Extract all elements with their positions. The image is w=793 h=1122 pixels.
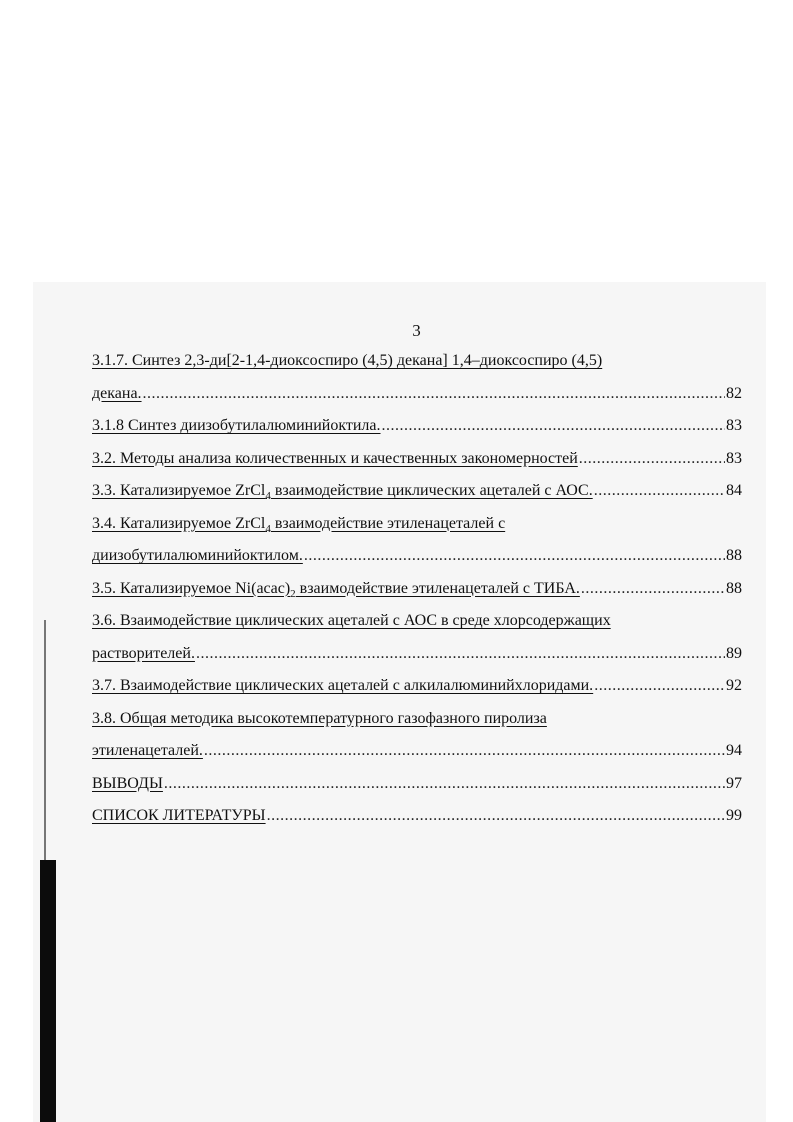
toc-leader-dots — [594, 670, 725, 703]
toc-entry-3-1-8[interactable] — [92, 410, 742, 443]
toc-page-number: 84 — [726, 482, 742, 499]
toc-entry-text: диизобутилалюминийоктилом. — [92, 547, 303, 564]
toc-entry-3-7[interactable] — [92, 670, 742, 703]
table-of-contents — [92, 345, 742, 833]
toc-leader-dots — [304, 540, 725, 573]
toc-entry-3-6[interactable] — [92, 605, 742, 638]
toc-leader-dots — [164, 768, 725, 801]
toc-entry-3-4-cont[interactable] — [92, 540, 742, 573]
toc-page-number: 94 — [726, 742, 742, 759]
toc-entry-3-6-cont[interactable] — [92, 638, 742, 671]
toc-page-number: 83 — [726, 449, 742, 467]
toc-entry-text: растворителей. — [92, 644, 195, 662]
toc-entry-text: 3.5. Катализируемое $Ni(acac)_2$ взаимодействие этиленацеталей с ТИБА. — [92, 579, 580, 600]
toc-entry-3-2[interactable] — [92, 443, 742, 476]
toc-leader-dots — [204, 735, 725, 768]
toc-entry-references[interactable] — [92, 800, 742, 833]
toc-leader-dots — [267, 800, 725, 833]
toc-entry-text: 3.8. Общая методика высокотемпературного газофазного пиролиза — [92, 709, 547, 727]
toc-page-number: 82 — [726, 384, 742, 402]
toc-page-number: 89 — [726, 644, 742, 662]
toc-leader-dots — [594, 475, 725, 508]
scan-edge-shadow — [40, 860, 56, 1122]
toc-entry-text: 3.7. Взаимодействие циклических ацеталей с алкилалюминийхлоридами. — [92, 677, 594, 694]
toc-leader-dots — [579, 443, 725, 476]
toc-entry-3-8-cont[interactable] — [92, 735, 742, 768]
toc-entry-text: ВЫВОДЫ — [92, 774, 163, 792]
toc-page-number: 83 — [726, 417, 742, 434]
toc-entry-conclusions[interactable] — [92, 768, 742, 801]
toc-leader-dots — [581, 573, 725, 606]
toc-entry-3-5[interactable] — [92, 573, 742, 606]
toc-page-number: 88 — [726, 547, 742, 564]
toc-leader-dots — [382, 410, 725, 443]
toc-page-number: 88 — [726, 579, 742, 597]
toc-entry-3-4[interactable] — [92, 508, 742, 541]
toc-entry-text: 3.1.8 Синтез диизобутилалюминийоктила. — [92, 417, 381, 434]
toc-entry-text: 3.1.7. Синтез 2,3-ди[2-1,4-диоксоспиро (4,5) декана] 1,4–диоксоспиро (4,5) — [92, 352, 603, 369]
toc-page-number: 97 — [726, 774, 742, 792]
toc-entry-text: 3.4. Катализируемое ZrCl$_4$ взаимодействие этиленацеталей с — [92, 514, 506, 535]
toc-leader-dots — [196, 638, 725, 671]
toc-page-number: 92 — [726, 677, 742, 694]
toc-entry-text: декана. — [92, 384, 142, 402]
page-number: 3 — [412, 321, 421, 340]
toc-entry-3-8[interactable] — [92, 703, 742, 736]
toc-entry-text: этиленацеталей. — [92, 742, 203, 759]
scan-edge-line — [44, 620, 46, 860]
toc-page-number: 99 — [726, 807, 742, 824]
toc-entry-3-3[interactable] — [92, 475, 742, 508]
toc-entry-text: СПИСОК ЛИТЕРАТУРЫ — [92, 807, 266, 824]
toc-leader-dots — [143, 378, 725, 411]
toc-entry-text: 3.6. Взаимодействие циклических ацеталей с АОС в среде хлорсодержащих — [92, 612, 611, 629]
toc-entry-text: 3.3. Катализируемое ZrCl$_4$ взаимодействие циклических ацеталей с АОС. — [92, 482, 593, 503]
toc-entry-3-1-7[interactable] — [92, 345, 742, 378]
toc-entry-3-1-7-cont[interactable] — [92, 378, 742, 411]
toc-entry-text: 3.2. Методы анализа количественных и качественных закономерностей — [92, 449, 578, 467]
